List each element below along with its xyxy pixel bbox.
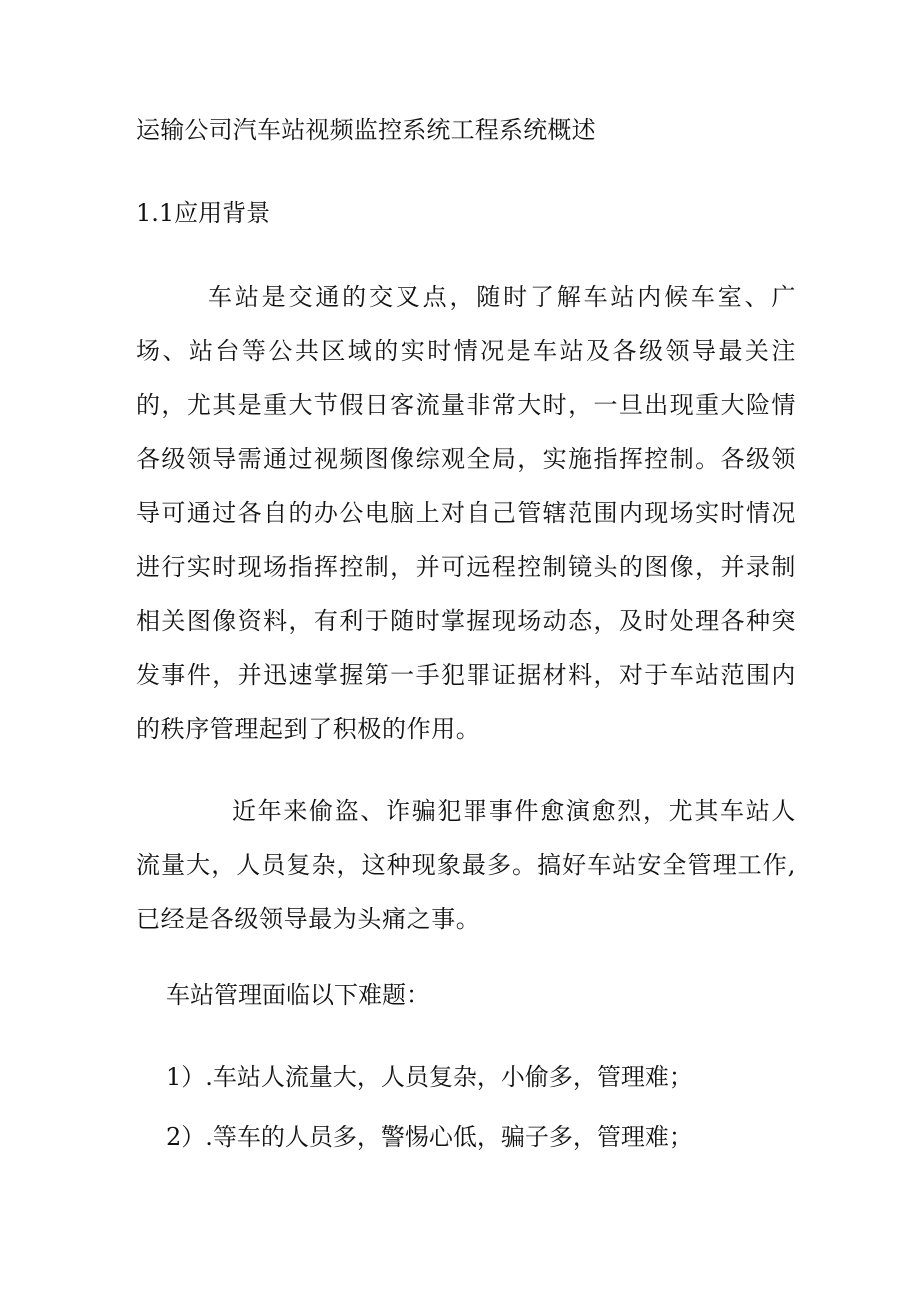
list-item: 2）.等车的人员多，警惕心低，骗子多，管理难； [166,1123,693,1151]
section-heading: 1.1应用背景 [136,199,271,227]
list-intro: 车站管理面临以下难题： [166,981,430,1009]
body-paragraph-1: 车站是交通的交叉点，随时了解车站内候车室、广场、站台等公共区域的实时情况是车站及各级领导最关注的，尤其是重大节假日客流量非常大时，一旦出现重大险情各级领导需通过视频图像综观全局，实施指挥控制。各级领导可通过各自的办公电脑上对自己管辖范围内现场实时情况进行实时现场指挥控制，并可远程控制镜头的图像，并录制相关图像资料，有利于随时掌握现场动态，及时处理各种突发事件，并迅速掌握第一手犯罪证据材料，对于车站范围内的秩序管理起到了积极的作用。 [136,283,796,743]
body-paragraph-2: 近年来偷盗、诈骗犯罪事件愈演愈烈，尤其车站人流量大，人员复杂，这种现象最多。搞好车站安全管理工作,已经是各级领导最为头痛之事。 [136,797,796,933]
list-item: 1）.车站人流量大，人员复杂，小偷多，管理难； [166,1063,693,1091]
document-title: 运输公司汽车站视频监控系统工程系统概述 [136,116,596,144]
